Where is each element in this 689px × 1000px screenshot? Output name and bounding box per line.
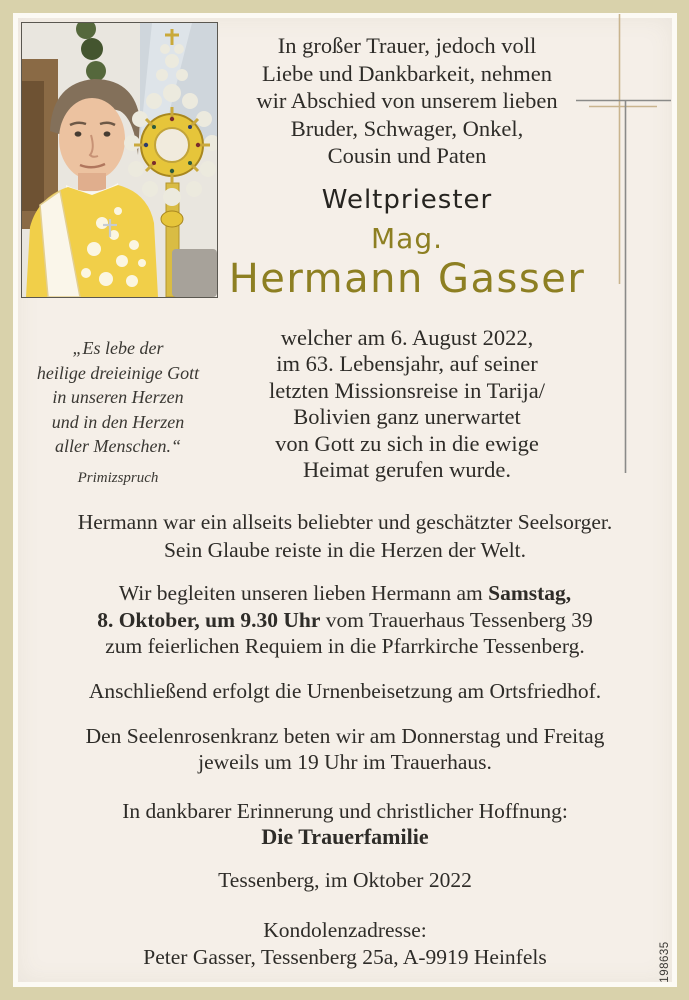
death-paragraph (218, 325, 596, 483)
place-and-date: Tessenberg, im Oktober 2022 (218, 868, 472, 892)
burial-announcement: Anschließend erfolgt die Urnenbeisetzung am Ortsfriedhof. (88, 679, 602, 703)
memorial-quote (28, 336, 208, 490)
text-line: Cousin und Paten (327, 143, 487, 168)
tribute-paragraph (18, 508, 672, 564)
condolence-label: Kondolenzadresse: (263, 918, 427, 942)
text-line: Bolivien ganz unerwartet (293, 404, 521, 430)
text-line: In großer Trauer, jedoch voll (277, 33, 537, 58)
quote-lines (28, 336, 208, 459)
deceased-role: Weltpriester (321, 185, 493, 215)
text-line: Sein Glaube reiste in die Herzen der Welt. (163, 538, 527, 562)
text-line: im 63. Lebensjahr, auf seiner (276, 351, 538, 377)
print-serial-number: 198635 (659, 941, 671, 983)
text-line: Heimat gerufen wurde. (302, 457, 512, 483)
text-line: heilige dreieinige Gott (36, 362, 200, 383)
text-line: Liebe und Dankbarkeit, nehmen (262, 60, 552, 86)
rosary-announcement (18, 723, 672, 775)
text-line: „Es lebe der (72, 338, 164, 358)
funeral-announcement (18, 580, 672, 660)
closing-line: In dankbarer Erinnerung und christlicher Hoffnung: (122, 799, 568, 823)
text-line: aller Menschen.“ (55, 436, 181, 456)
text-line: 8. Oktober, um 9.30 Uhr vom Trauerhaus Tessenberg 39 (97, 607, 593, 632)
text-line: zum feierlichen Requiem in die Pfarrkirche Tessenberg. (105, 634, 585, 658)
text-line: Wir begleiten unseren lieben Hermann am Samstag, (118, 581, 572, 605)
photo-wood-door-panel (22, 81, 44, 211)
intro-paragraph (218, 32, 596, 170)
priest-eye-right (104, 131, 111, 136)
memorial-photo-illustration (22, 23, 217, 297)
text-line: und in den Herzen (51, 411, 185, 432)
deceased-name: Hermann Gasser (228, 256, 586, 302)
text-line: wir Abschied von unserem lieben (256, 88, 558, 113)
text-line: in unseren Herzen (52, 387, 184, 407)
priest-eye-left (75, 131, 82, 136)
condolence-address: Peter Gasser, Tessenberg 25a, A-9919 Heinfels (143, 945, 547, 969)
text-line: Bruder, Schwager, Onkel, (290, 115, 524, 141)
text-line: letzten Missionsreise in Tarija/ (268, 377, 546, 403)
text-line: von Gott zu sich in die ewige (275, 430, 539, 456)
text-line: jeweils um 19 Uhr im Trauerhaus. (198, 750, 492, 774)
memorial-photo (21, 22, 218, 298)
mourning-family: Die Trauerfamilie (261, 824, 429, 849)
priest-neck (78, 173, 106, 191)
text-line: Hermann war ein allseits beliebter und geschätzter Seelsorger. (77, 510, 613, 534)
text-line: welcher am 6. August 2022, (280, 325, 534, 350)
text-line: Den Seelenrosenkranz beten wir am Donnerstag und Freitag (85, 724, 605, 748)
deceased-academic-title: Mag. (371, 222, 443, 255)
obituary-card (13, 13, 677, 987)
quote-source: Primizspruch (77, 469, 159, 486)
photo-stone-pillar (172, 249, 217, 297)
